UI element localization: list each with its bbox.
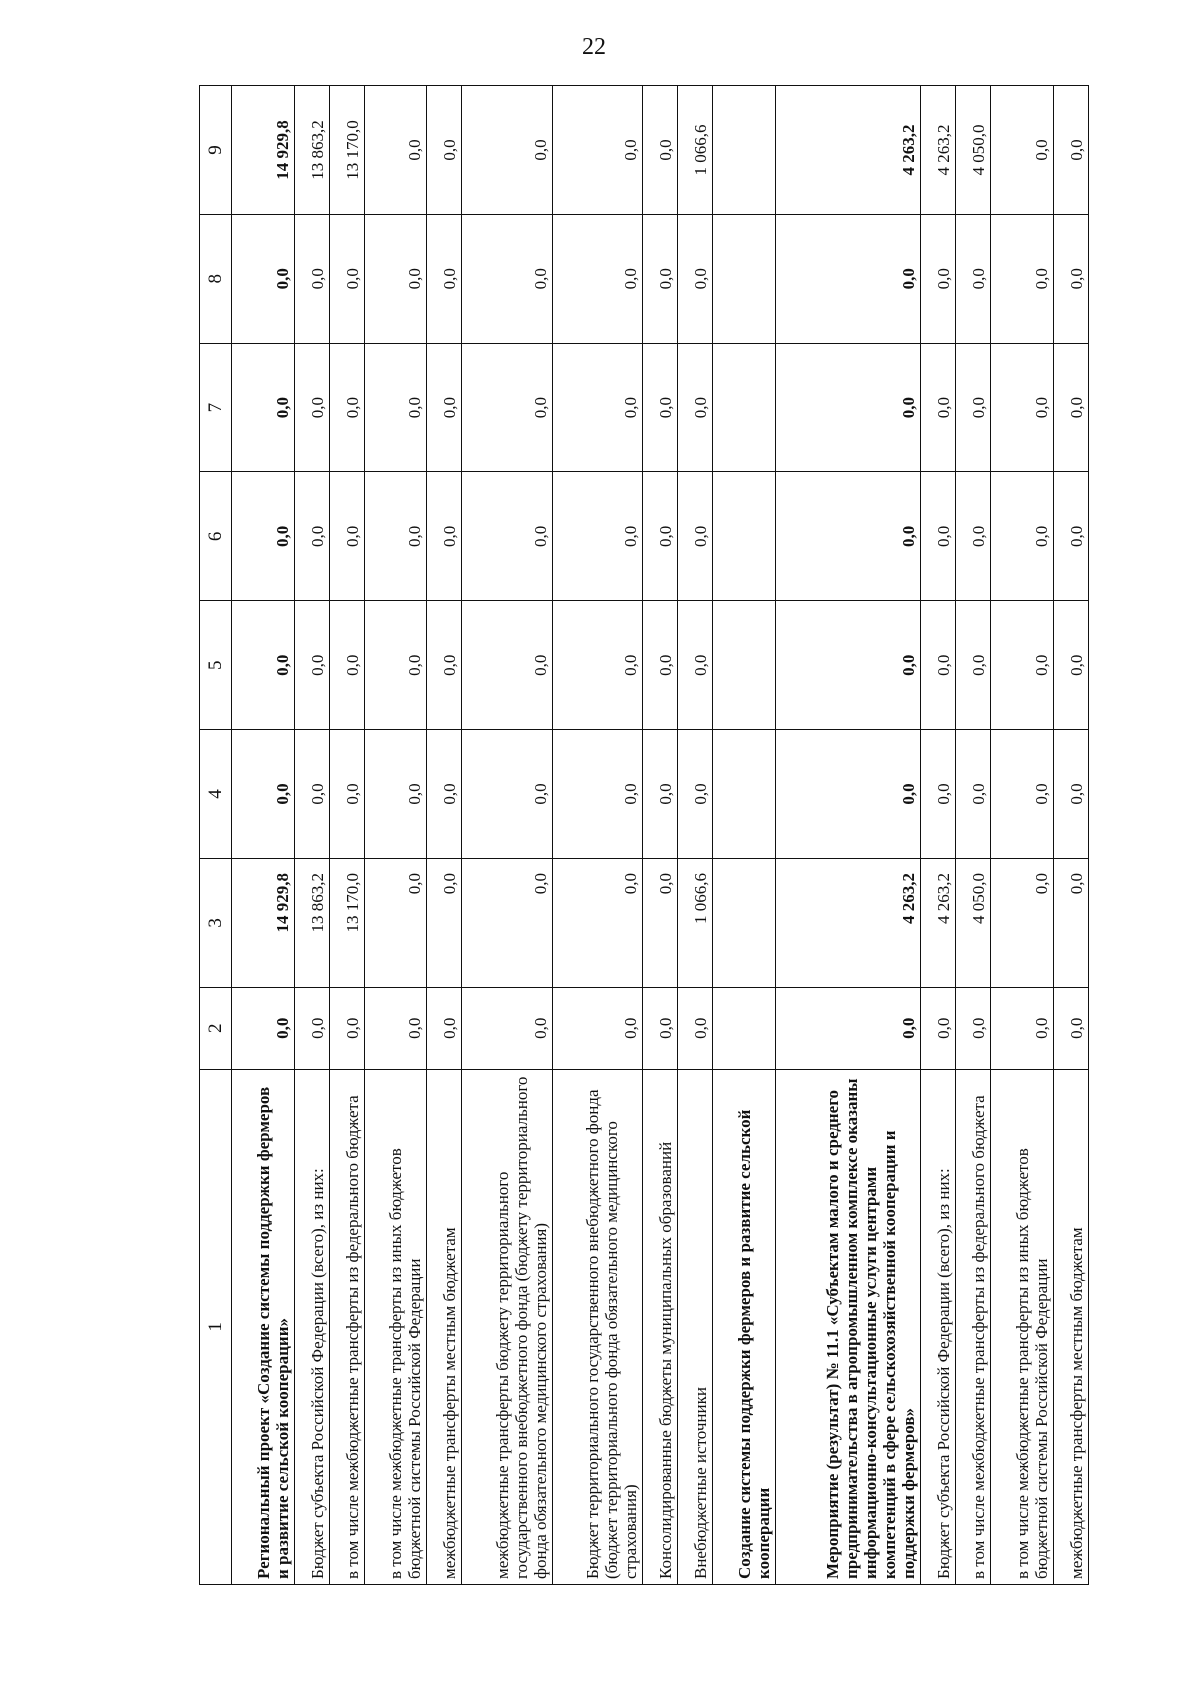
- value-cell: 14 929,8: [232, 86, 295, 215]
- value-cell: 0,0: [462, 601, 552, 730]
- value-cell: 0,0: [921, 987, 956, 1069]
- value-cell: 0,0: [427, 86, 462, 215]
- value-cell: 0,0: [1053, 86, 1088, 215]
- value-cell: 0,0: [427, 472, 462, 601]
- value-cell: 13 170,0: [329, 858, 364, 987]
- value-cell: 0,0: [232, 472, 295, 601]
- table-row: [677, 86, 712, 1585]
- value-cell: 0,0: [232, 730, 295, 859]
- column-header: 2: [200, 987, 232, 1069]
- column-header: 3: [200, 858, 232, 987]
- table-row: [462, 86, 552, 1585]
- row-label: в том числе межбюджетные трансферты из федерального бюджета: [329, 1069, 364, 1584]
- value-cell: 0,0: [1053, 472, 1088, 601]
- table-row: [642, 86, 677, 1585]
- table-body: [232, 86, 1089, 1585]
- value-cell: [712, 86, 775, 215]
- value-cell: 0,0: [991, 987, 1054, 1069]
- value-cell: 4 263,2: [775, 858, 921, 987]
- value-cell: 0,0: [1053, 730, 1088, 859]
- value-cell: 0,0: [462, 214, 552, 343]
- table-row: [991, 86, 1054, 1585]
- value-cell: 0,0: [232, 214, 295, 343]
- value-cell: 0,0: [1053, 343, 1088, 472]
- value-cell: 0,0: [956, 472, 991, 601]
- column-number-row: [200, 86, 232, 1585]
- value-cell: 0,0: [232, 601, 295, 730]
- value-cell: 0,0: [329, 987, 364, 1069]
- table-row: [364, 86, 427, 1585]
- column-header: 1: [200, 1069, 232, 1584]
- value-cell: 0,0: [642, 343, 677, 472]
- value-cell: 13 863,2: [294, 86, 329, 215]
- value-cell: 0,0: [294, 214, 329, 343]
- value-cell: 0,0: [677, 214, 712, 343]
- value-cell: 0,0: [1053, 214, 1088, 343]
- value-cell: 0,0: [956, 601, 991, 730]
- value-cell: 0,0: [642, 987, 677, 1069]
- value-cell: 0,0: [642, 472, 677, 601]
- value-cell: 0,0: [294, 987, 329, 1069]
- value-cell: 0,0: [991, 86, 1054, 215]
- table-row: [232, 86, 295, 1585]
- value-cell: 0,0: [364, 343, 427, 472]
- value-cell: 0,0: [921, 730, 956, 859]
- value-cell: 0,0: [462, 987, 552, 1069]
- value-cell: 0,0: [364, 472, 427, 601]
- value-cell: 0,0: [775, 214, 921, 343]
- value-cell: 0,0: [991, 730, 1054, 859]
- value-cell: [712, 987, 775, 1069]
- row-label: межбюджетные трансферты бюджету территориального государственного внебюджетного фонда (бюджету территориального фонда обязательного медицинского страхования): [462, 1069, 552, 1584]
- row-label: межбюджетные трансферты местным бюджетам: [1053, 1069, 1088, 1584]
- row-label: Бюджет территориального государственного внебюджетного фонда (бюджет территориального фонда обязательного медицинского страхования): [552, 1069, 642, 1584]
- value-cell: 0,0: [364, 858, 427, 987]
- value-cell: 0,0: [232, 343, 295, 472]
- value-cell: 0,0: [552, 987, 642, 1069]
- row-label: Мероприятие (результат) № 11.1 «Субъектам малого и среднего предпринимательства в агропромышленном комплексе оказаны информационно-консультационные услуги центрами компетенций в сфере сельскохозяйственной кооперации и поддержки фермеров»: [775, 1069, 921, 1584]
- value-cell: 0,0: [921, 601, 956, 730]
- value-cell: [712, 214, 775, 343]
- row-label: в том числе межбюджетные трансферты из иных бюджетов бюджетной системы Российской Федерации: [991, 1069, 1054, 1584]
- value-cell: 0,0: [956, 214, 991, 343]
- value-cell: [712, 601, 775, 730]
- value-cell: 0,0: [552, 858, 642, 987]
- value-cell: 4 263,2: [921, 858, 956, 987]
- value-cell: 0,0: [775, 601, 921, 730]
- value-cell: 0,0: [294, 343, 329, 472]
- value-cell: 0,0: [294, 601, 329, 730]
- value-cell: 0,0: [921, 472, 956, 601]
- table-row: [956, 86, 991, 1585]
- column-header: 7: [200, 343, 232, 472]
- value-cell: 0,0: [956, 730, 991, 859]
- value-cell: 0,0: [775, 343, 921, 472]
- value-cell: 0,0: [427, 214, 462, 343]
- value-cell: [712, 472, 775, 601]
- value-cell: 0,0: [329, 343, 364, 472]
- value-cell: 0,0: [921, 343, 956, 472]
- value-cell: 0,0: [775, 730, 921, 859]
- value-cell: 0,0: [642, 601, 677, 730]
- value-cell: 0,0: [921, 214, 956, 343]
- value-cell: 0,0: [364, 601, 427, 730]
- value-cell: 0,0: [677, 601, 712, 730]
- table-row: [427, 86, 462, 1585]
- value-cell: 0,0: [427, 601, 462, 730]
- value-cell: 0,0: [956, 343, 991, 472]
- value-cell: 0,0: [329, 730, 364, 859]
- table-row: [552, 86, 642, 1585]
- value-cell: 0,0: [364, 214, 427, 343]
- value-cell: 0,0: [677, 472, 712, 601]
- value-cell: 4 263,2: [775, 86, 921, 215]
- column-header: 8: [200, 214, 232, 343]
- value-cell: 0,0: [294, 730, 329, 859]
- value-cell: 0,0: [1053, 858, 1088, 987]
- budget-table-rotated: [199, 85, 1089, 1585]
- budget-table: [199, 85, 1089, 1585]
- value-cell: 0,0: [991, 214, 1054, 343]
- value-cell: 0,0: [642, 86, 677, 215]
- value-cell: 4 050,0: [956, 86, 991, 215]
- value-cell: 0,0: [991, 858, 1054, 987]
- value-cell: 0,0: [462, 858, 552, 987]
- value-cell: 13 170,0: [329, 86, 364, 215]
- value-cell: 4 263,2: [921, 86, 956, 215]
- value-cell: 0,0: [991, 343, 1054, 472]
- value-cell: 0,0: [427, 730, 462, 859]
- value-cell: 4 050,0: [956, 858, 991, 987]
- value-cell: 0,0: [364, 730, 427, 859]
- table-row: [1053, 86, 1088, 1585]
- value-cell: [712, 858, 775, 987]
- value-cell: 0,0: [642, 730, 677, 859]
- value-cell: 13 863,2: [294, 858, 329, 987]
- value-cell: 0,0: [1053, 987, 1088, 1069]
- value-cell: 0,0: [294, 472, 329, 601]
- value-cell: 0,0: [552, 730, 642, 859]
- row-label: Бюджет субъекта Российской Федерации (всего), из них:: [921, 1069, 956, 1584]
- value-cell: 0,0: [329, 472, 364, 601]
- value-cell: 0,0: [364, 86, 427, 215]
- value-cell: 0,0: [329, 214, 364, 343]
- value-cell: 1 066,6: [677, 858, 712, 987]
- row-label: в том числе межбюджетные трансферты из иных бюджетов бюджетной системы Российской Федерации: [364, 1069, 427, 1584]
- table-row: [712, 86, 775, 1585]
- value-cell: 0,0: [775, 472, 921, 601]
- value-cell: 0,0: [991, 472, 1054, 601]
- row-label: Консолидированные бюджеты муниципальных образований: [642, 1069, 677, 1584]
- value-cell: 0,0: [462, 472, 552, 601]
- value-cell: 14 929,8: [232, 858, 295, 987]
- table-row: [921, 86, 956, 1585]
- value-cell: 0,0: [552, 601, 642, 730]
- value-cell: 0,0: [329, 601, 364, 730]
- column-header: 5: [200, 601, 232, 730]
- value-cell: [712, 730, 775, 859]
- table-row: [329, 86, 364, 1585]
- page-number: 22: [582, 34, 606, 60]
- row-label: Внебюджетные источники: [677, 1069, 712, 1584]
- value-cell: 0,0: [552, 472, 642, 601]
- value-cell: 0,0: [642, 858, 677, 987]
- value-cell: 0,0: [642, 214, 677, 343]
- value-cell: 0,0: [991, 601, 1054, 730]
- row-label: Создание системы поддержки фермеров и развитие сельской кооперации: [712, 1069, 775, 1584]
- value-cell: 0,0: [677, 987, 712, 1069]
- value-cell: 0,0: [427, 343, 462, 472]
- column-header: 9: [200, 86, 232, 215]
- table-row: [775, 86, 921, 1585]
- value-cell: 0,0: [462, 343, 552, 472]
- row-label: Бюджет субъекта Российской Федерации (всего), из них:: [294, 1069, 329, 1584]
- column-header: 4: [200, 730, 232, 859]
- column-header: 6: [200, 472, 232, 601]
- value-cell: 1 066,6: [677, 86, 712, 215]
- value-cell: 0,0: [1053, 601, 1088, 730]
- value-cell: 0,0: [462, 730, 552, 859]
- value-cell: 0,0: [677, 730, 712, 859]
- row-label: Региональный проект «Создание системы поддержки фермеров и развитие сельской кооперации»: [232, 1069, 295, 1584]
- value-cell: 0,0: [552, 343, 642, 472]
- value-cell: 0,0: [427, 987, 462, 1069]
- value-cell: 0,0: [552, 214, 642, 343]
- row-label: межбюджетные трансферты местным бюджетам: [427, 1069, 462, 1584]
- value-cell: [712, 343, 775, 472]
- value-cell: 0,0: [462, 86, 552, 215]
- value-cell: 0,0: [956, 987, 991, 1069]
- row-label: в том числе межбюджетные трансферты из федерального бюджета: [956, 1069, 991, 1584]
- value-cell: 0,0: [364, 987, 427, 1069]
- value-cell: 0,0: [232, 987, 295, 1069]
- table-row: [294, 86, 329, 1585]
- value-cell: 0,0: [677, 343, 712, 472]
- value-cell: 0,0: [427, 858, 462, 987]
- value-cell: 0,0: [552, 86, 642, 215]
- value-cell: 0,0: [775, 987, 921, 1069]
